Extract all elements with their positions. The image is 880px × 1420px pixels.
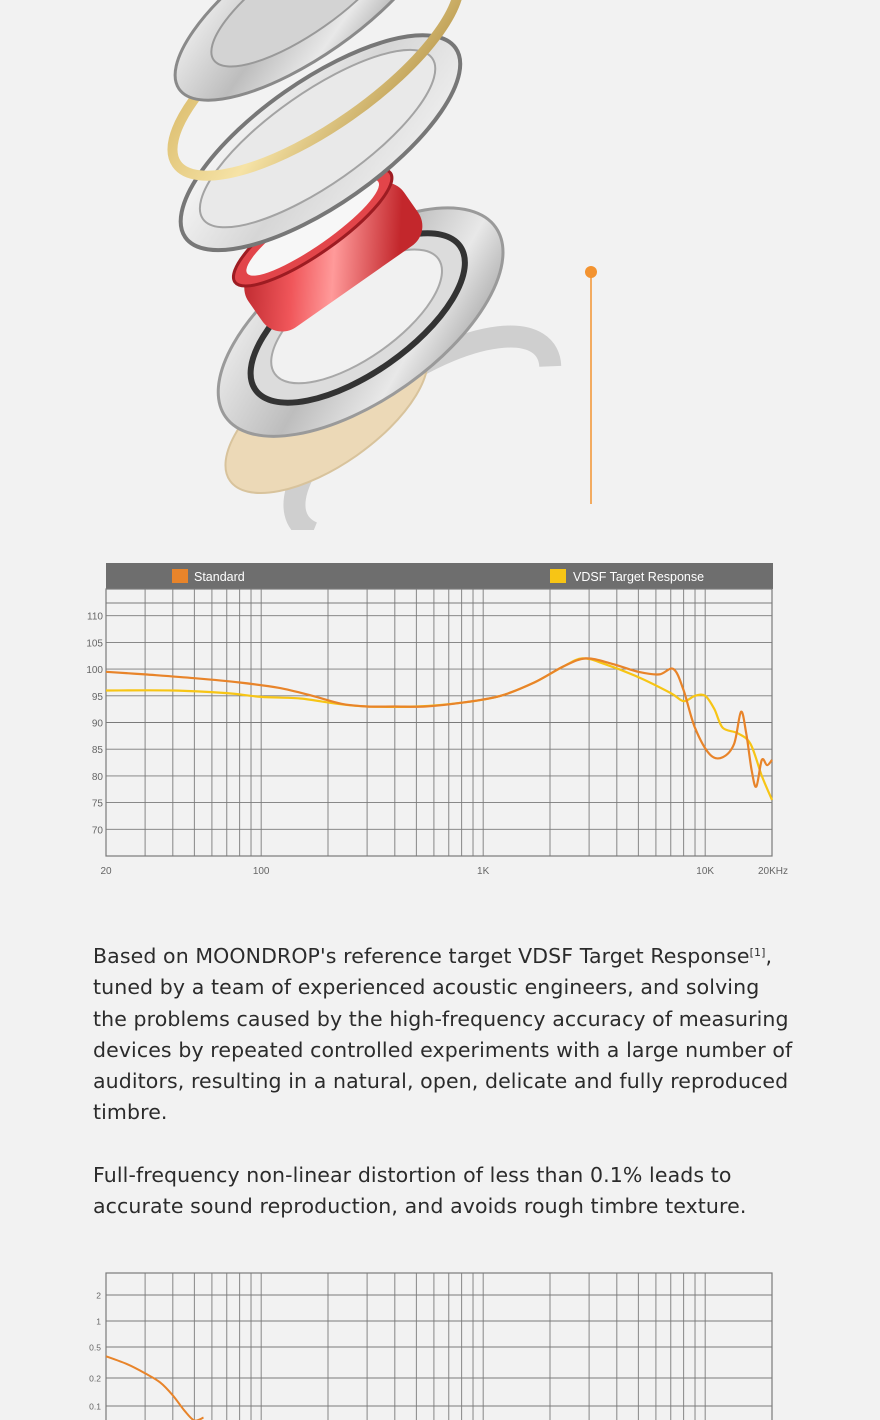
footnote-ref: [1] xyxy=(749,946,766,959)
y-tick-label: 80 xyxy=(91,771,103,783)
legend-swatch-target xyxy=(550,569,566,583)
y-tick-label: 0.5 xyxy=(89,1342,101,1353)
y-tick-label: 95 xyxy=(91,691,103,703)
driver-exploded-illustration xyxy=(0,0,880,530)
description-paragraph-distortion: Full-frequency non-linear distortion of less than 0.1% leads to accurate sound reproduction, and avoids rough timbre texture. xyxy=(93,1163,747,1219)
y-axis-ticks xyxy=(86,612,103,837)
x-tick-label: 20 xyxy=(100,866,112,877)
legend-label-standard: Standard xyxy=(194,570,245,584)
y-tick-label: 0.1 xyxy=(89,1401,101,1412)
y-tick-label: 2 xyxy=(96,1290,101,1301)
legend-swatch-standard xyxy=(172,569,188,583)
y-tick-label: 85 xyxy=(91,745,103,757)
plot-grid xyxy=(106,1273,772,1420)
frequency-response-chart xyxy=(0,550,880,890)
y-axis-ticks xyxy=(89,1291,101,1412)
callout-dot xyxy=(585,266,597,278)
description-paragraph-target xyxy=(93,941,793,1129)
series-line-distortion xyxy=(106,1356,204,1420)
y-tick-label: 110 xyxy=(87,611,103,623)
y-tick-label: 100 xyxy=(86,665,103,677)
x-tick-label: 10K xyxy=(696,866,715,877)
x-tick-label: 20KHz xyxy=(757,866,789,877)
x-tick-label: 100 xyxy=(252,866,270,877)
series-lines xyxy=(106,1356,204,1420)
legend-label-target: VDSF Target Response xyxy=(573,570,705,584)
y-tick-label: 90 xyxy=(91,718,103,730)
y-tick-label: 75 xyxy=(91,798,103,810)
x-tick-label: 1K xyxy=(477,866,490,877)
plot-grid xyxy=(106,589,772,856)
para1-rest-text: , tuned by a team of experienced acoustic engineers, and solving the problems caused by the high-frequency accuracy of measuring devices by repeated controlled experiments with a large number of auditors, resulting in a natural, open, delicate and fully reproduced timbre. xyxy=(93,944,793,1125)
y-tick-label: 1 xyxy=(96,1316,101,1327)
para1-main-text: Based on MOONDROP's reference target VDSF Target Response xyxy=(93,944,750,968)
y-tick-label: 0.2 xyxy=(89,1373,101,1384)
distortion-chart xyxy=(0,1262,880,1420)
y-tick-label: 70 xyxy=(91,825,103,837)
x-axis-ticks xyxy=(100,866,788,877)
y-tick-label: 105 xyxy=(86,638,103,650)
series-lines xyxy=(106,658,772,800)
